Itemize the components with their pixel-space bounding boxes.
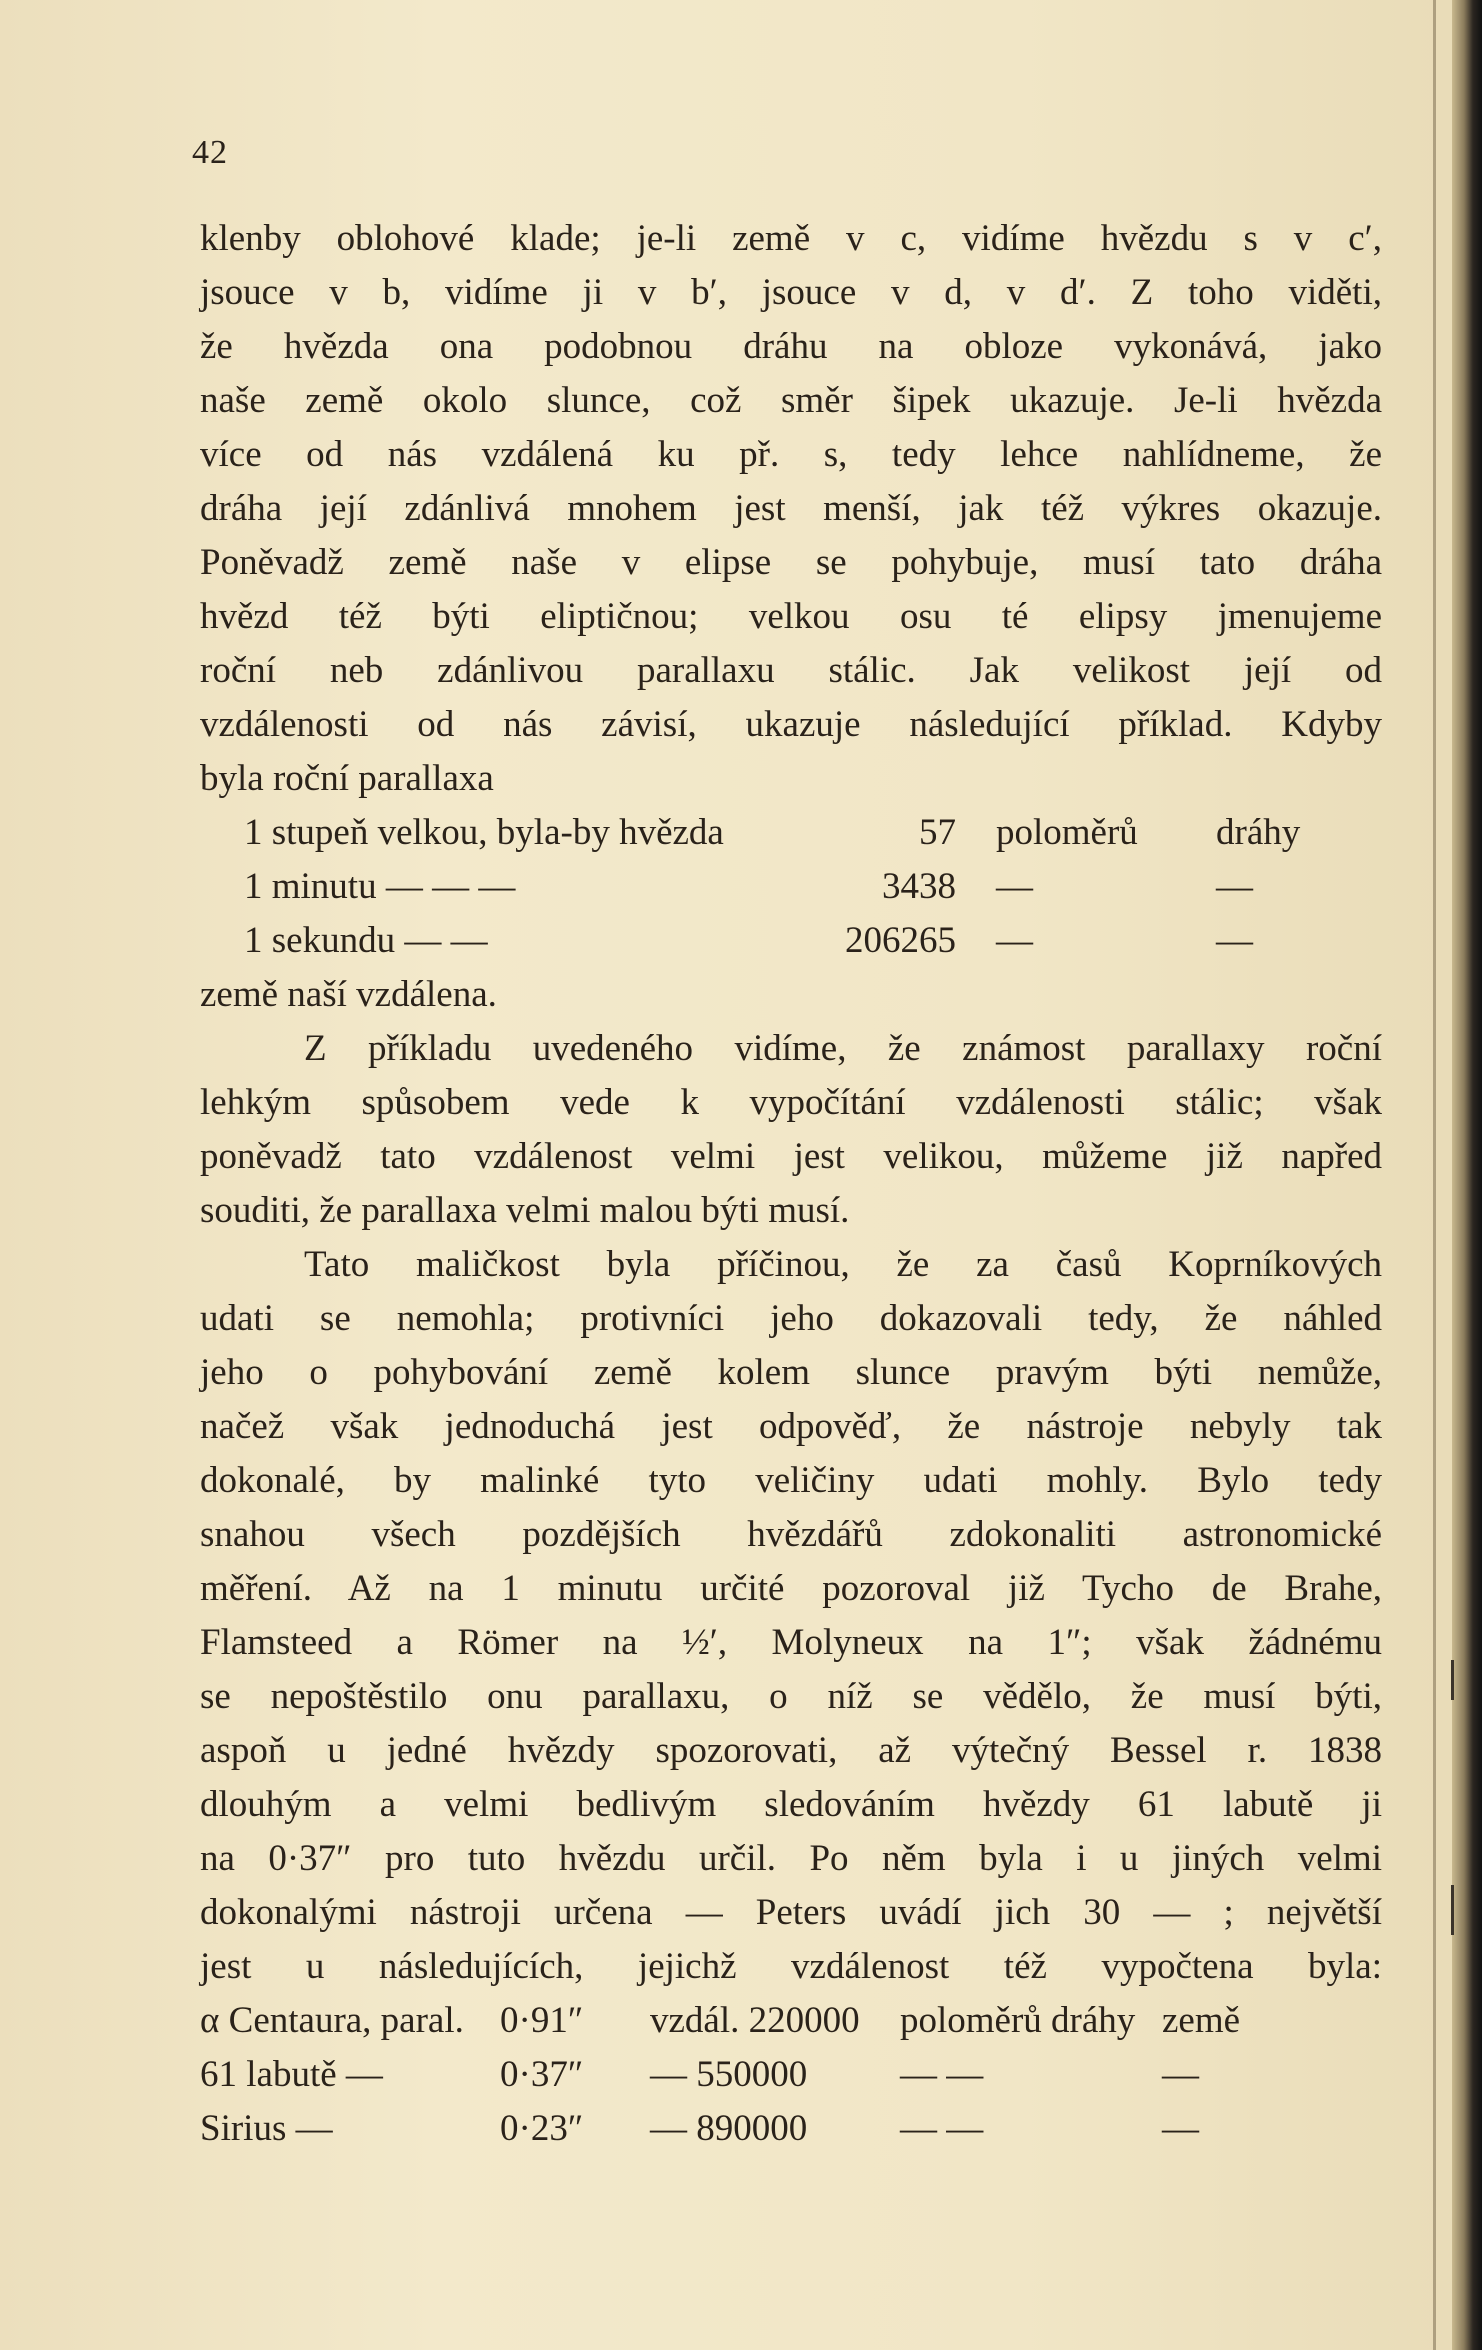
table-cell: — (1216, 866, 1253, 907)
text-line: klenby oblohové klade; je-li země v c, vidíme hvězdu s v c′, (200, 218, 1382, 259)
table-cell: 0·91″ (500, 2000, 584, 2041)
table-cell: země (1162, 2000, 1241, 2041)
table-cell: — (1216, 920, 1253, 961)
table-cell: — 890000 (650, 2108, 808, 2149)
table-cell: poloměrů (996, 812, 1138, 853)
text-line: naše země okolo slunce, což směr šipek ukazuje. Je-li hvězda (200, 380, 1382, 421)
text-line: vzdálenosti od nás závisí, ukazuje následující příklad. Kdyby (200, 704, 1382, 745)
table-cell: Sirius — (200, 2108, 333, 2149)
table-row (200, 806, 1382, 860)
table-row (200, 1994, 1382, 2048)
table-cell: 57 (919, 812, 956, 853)
table-cell: 1 stupeň velkou, byla-by hvězda (244, 812, 724, 853)
text-line: udati se nemohla; protivníci jeho dokazovali tedy, že náhled (200, 1298, 1382, 1339)
text-line: na 0·37″ pro tuto hvězdu určil. Po něm byla i u jiných velmi (200, 1838, 1382, 1879)
text-line: byla roční parallaxa (200, 758, 494, 799)
table-cell: dráhy (1216, 812, 1301, 853)
text-line: Flamsteed a Römer na ½′, Molyneux na 1″; však žádnému (200, 1622, 1382, 1663)
table-cell: — 550000 (650, 2054, 808, 2095)
book-spine (1452, 0, 1482, 2350)
text-line: že hvězda ona podobnou dráhu na obloze vykonává, jako (200, 326, 1382, 367)
table-row (200, 860, 1382, 914)
table-cell: — (1162, 2108, 1199, 2149)
table-cell: 1 minutu — — — (244, 866, 516, 907)
paragraph-1 (200, 212, 1382, 806)
table-cell: — (996, 920, 1033, 961)
table-cell: 206265 (845, 920, 956, 961)
text-line: poněvadž tato vzdálenost velmi jest velikou, můžeme již napřed (200, 1136, 1382, 1177)
text-line: se nepoštěstilo onu parallaxu, o níž se vědělo, že musí býti, (200, 1676, 1382, 1717)
table-cell: 3438 (882, 866, 956, 907)
table-cell: 1 sekundu — — (244, 920, 488, 961)
text-line: snahou všech pozdějších hvězdářů zdokonaliti astronomické (200, 1514, 1382, 1555)
table-cell: 0·37″ (500, 2054, 584, 2095)
parallax-table (200, 806, 1382, 1022)
paragraph-2 (200, 1022, 1382, 1238)
paragraph-3 (200, 1238, 1382, 1994)
text-line: jsouce v b, vidíme ji v b′, jsouce v d, v d′. Z toho viděti, (200, 272, 1382, 313)
text-line: jest u následujících, jejichž vzdálenost též vypočtena byla: (200, 1946, 1382, 1987)
table-cell: 61 labutě — (200, 2054, 383, 2095)
table-row (200, 914, 1382, 968)
text-line: Poněvadž země naše v elipse se pohybuje, musí tato dráha (200, 542, 1382, 583)
page-body (200, 212, 1382, 2156)
text-line: hvězd též býti eliptičnou; velkou osu té elipsy jmenujeme (200, 596, 1382, 637)
text-line: roční neb zdánlivou parallaxu stálic. Jak velikost její od (200, 650, 1382, 691)
text-line: lehkým spůsobem vede k vypočítání vzdálenosti stálic; však (200, 1082, 1382, 1123)
table-cell: — — (900, 2108, 984, 2149)
text-line: Z příkladu uvedeného vidíme, že známost parallaxy roční (304, 1028, 1382, 1069)
text-line: dráha její zdánlivá mnohem jest menší, jak též výkres okazuje. (200, 488, 1382, 529)
text-line: dokonalé, by malinké tyto veličiny udati mohly. Bylo tedy (200, 1460, 1382, 1501)
margin-mark (1451, 1885, 1454, 1935)
table-row (200, 2048, 1382, 2102)
text-line: země naší vzdálena. (200, 974, 497, 1015)
page-number: 42 (192, 134, 228, 171)
margin-mark (1451, 1660, 1454, 1700)
page-gutter-line (1433, 0, 1436, 2350)
star-distance-table (200, 1994, 1382, 2156)
text-line: Tato maličkost byla příčinou, že za časů Koprníkových (304, 1244, 1382, 1285)
text-line: více od nás vzdálená ku př. s, tedy lehce nahlídneme, že (200, 434, 1382, 475)
table-cell: — — (900, 2054, 984, 2095)
table-cell: vzdál. 220000 (650, 2000, 860, 2041)
table-cell: α Centaura, paral. (200, 2000, 464, 2041)
text-line: načež však jednoduchá jest odpověď, že nástroje nebyly tak (200, 1406, 1382, 1447)
table-cell: — (996, 866, 1033, 907)
text-line: dlouhým a velmi bedlivým sledováním hvězdy 61 labutě ji (200, 1784, 1382, 1825)
text-line: měření. Až na 1 minutu určité pozoroval již Tycho de Brahe, (200, 1568, 1382, 1609)
table-cell: 0·23″ (500, 2108, 584, 2149)
text-line: jeho o pohybování země kolem slunce pravým býti nemůže, (200, 1352, 1382, 1393)
table-row (200, 2102, 1382, 2156)
table-cell: poloměrů dráhy (900, 2000, 1136, 2041)
text-line: dokonalými nástroji určena — Peters uvádí jich 30 — ; největší (200, 1892, 1382, 1933)
table-cell: — (1162, 2054, 1199, 2095)
text-line: aspoň u jedné hvězdy spozorovati, až výtečný Bessel r. 1838 (200, 1730, 1382, 1771)
text-line: souditi, že parallaxa velmi malou býti musí. (200, 1190, 850, 1231)
